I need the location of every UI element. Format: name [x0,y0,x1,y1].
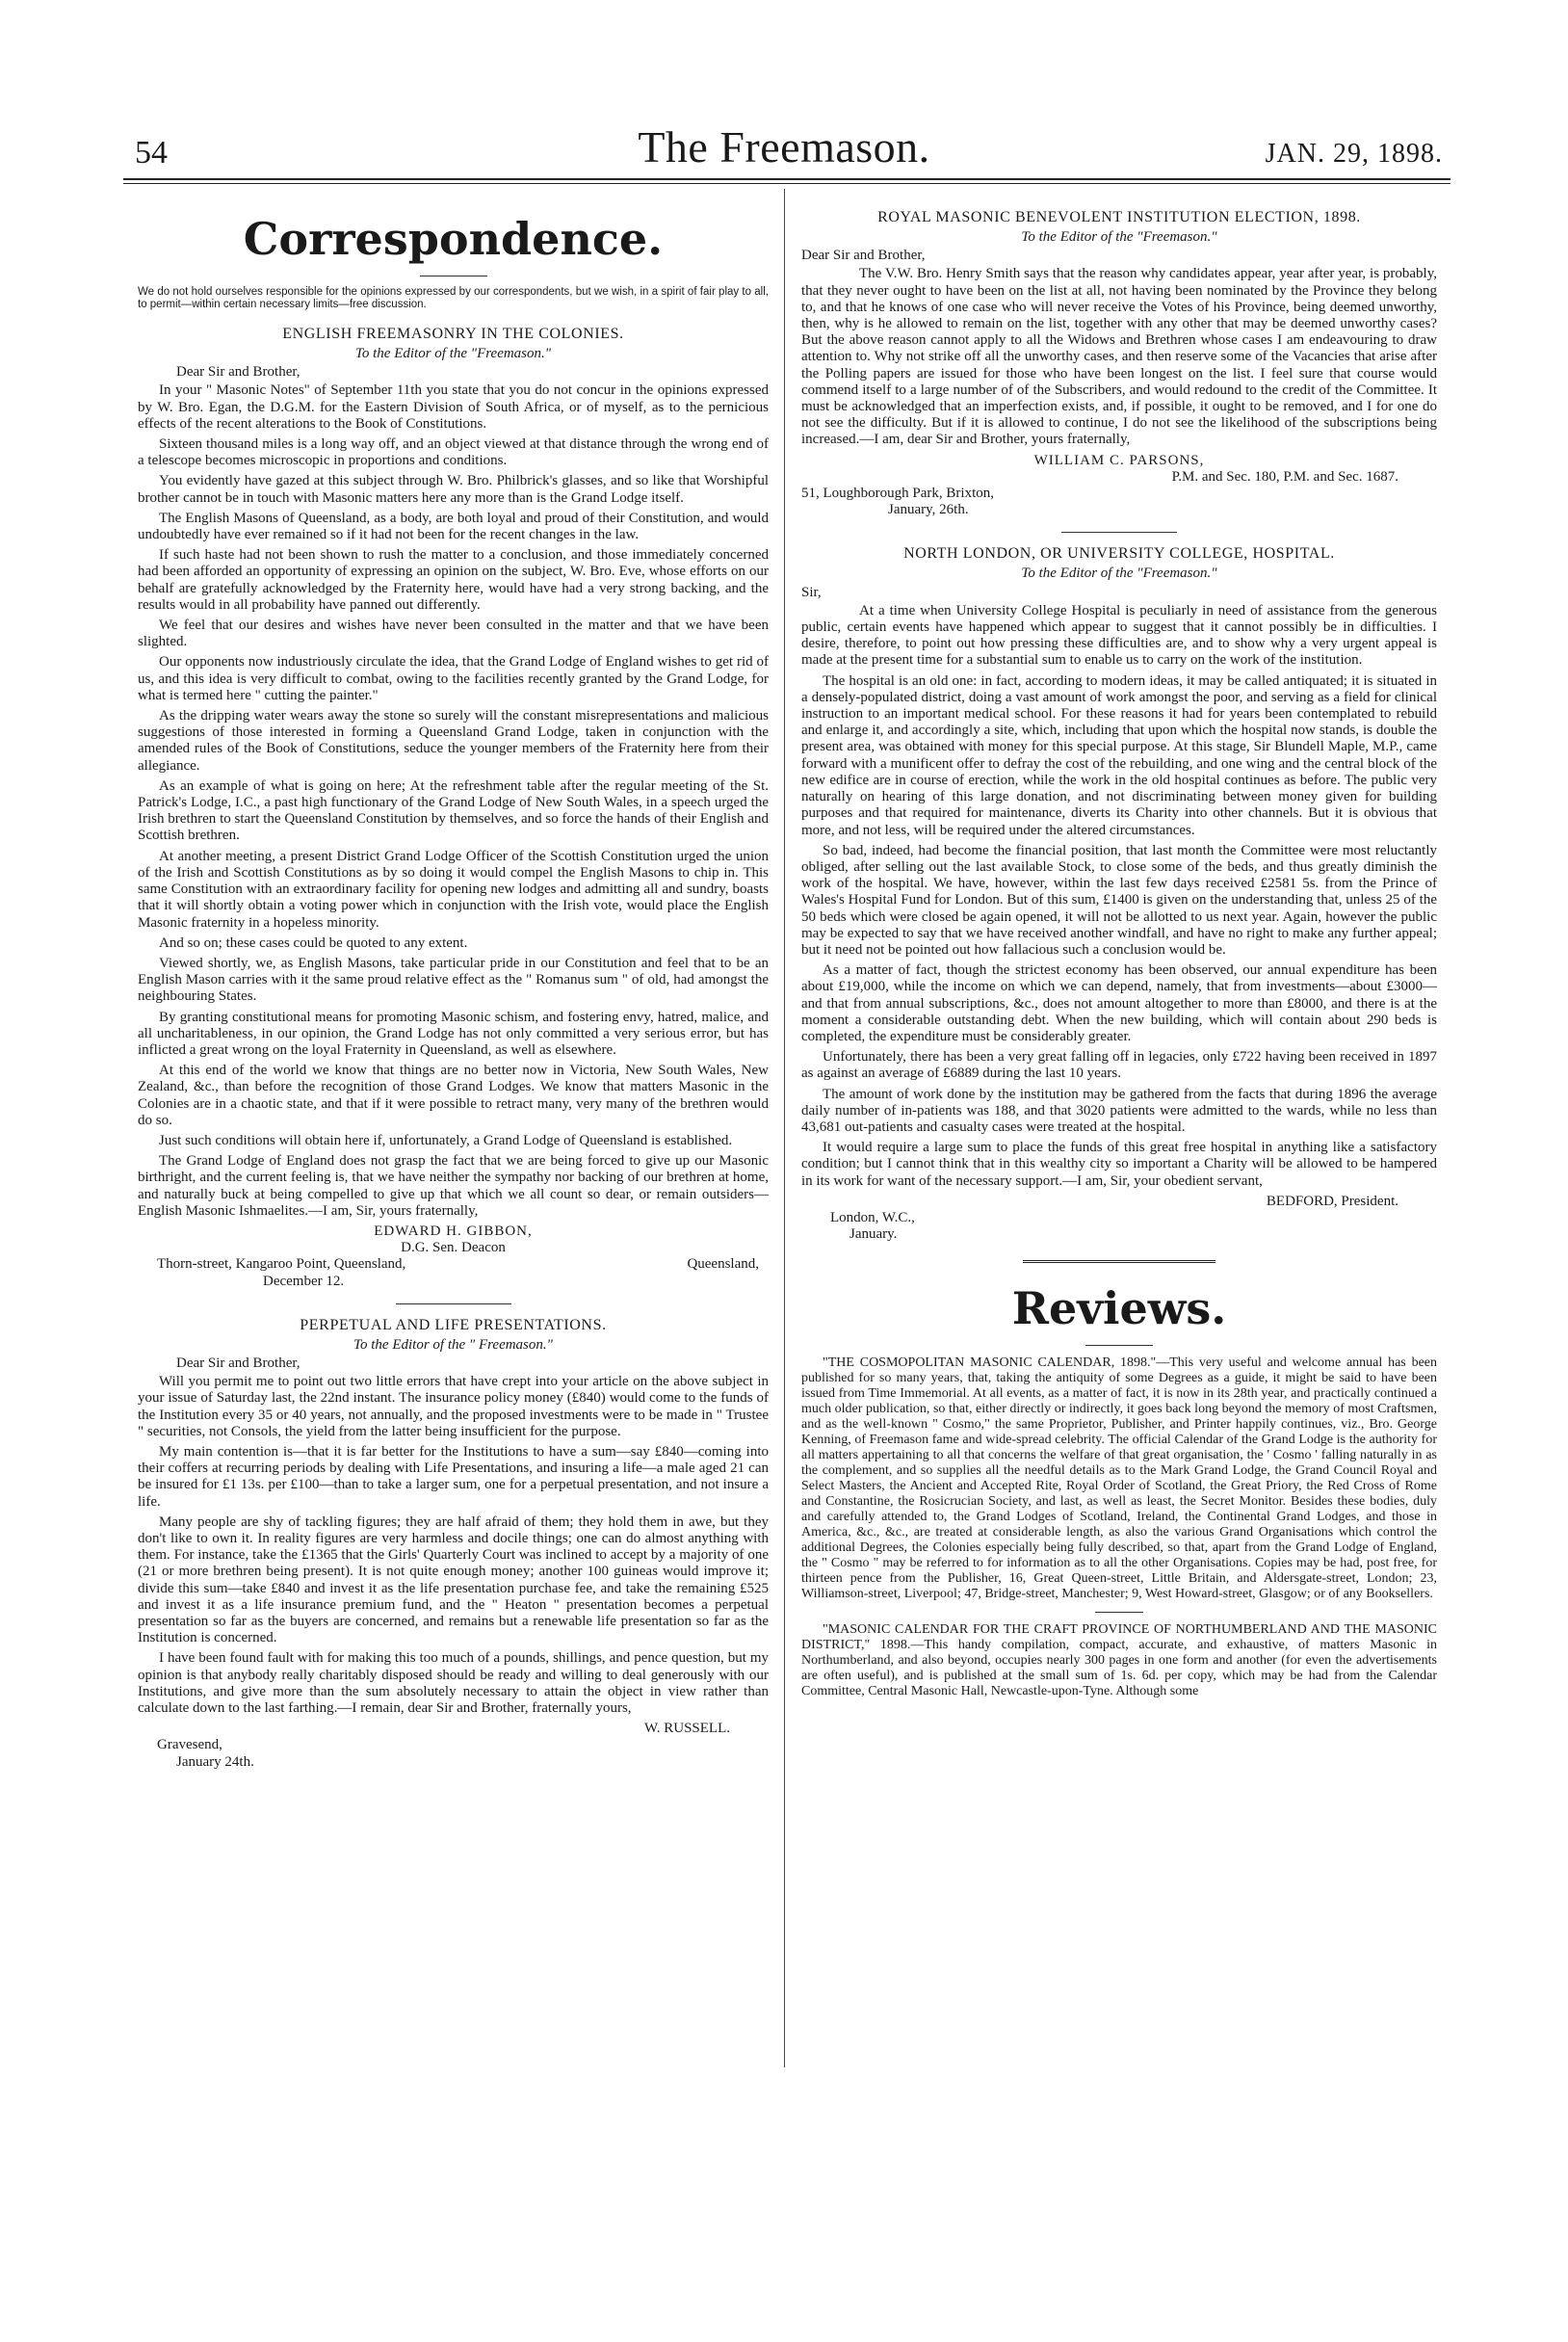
paragraph: In your " Masonic Notes" of September 11th you state that you do not concur in the opinions expressed by W. Bro. Egan, the D.G.M. for the Eastern Division of South Africa, or of myself, as to the pernicious effects of the recent alterations to the Book of Constitutions. [138,382,769,432]
column-divider [784,189,785,2067]
paragraph: If such haste had not been shown to rush the matter to a conclusion, and those immediately concerned had been afforded an opportunity of expressing an opinion on the subject, W. Bro. Eve, whose efforts on our behalf are gratefully acknowledged by the Fraternity here, would have had a very strong backing, and the results would in all probability have panned out differently. [138,547,769,613]
letter-hospital [801,544,1437,1243]
paragraph: As an example of what is going on here; At the refreshment table after the regular meeting of the St. Patrick's Lodge, I.C., a past high functionary of the Grand Lodge of New South Wales, in a speech urged the Irish brethren to start the Queensland Constitution by themselves, and so force the hands of their English and Scottish brethren. [138,777,769,844]
masthead-title: The Freemason. [638,122,930,171]
paragraph: The English Masons of Queensland, as a body, are both loyal and proud of their Constitution, and would undoubtedly have ever remained so if it had not been for the recent changes in the law. [138,510,769,543]
signature-name: W. RUSSELL. [643,1721,730,1737]
paragraph: At another meeting, a present District Grand Lodge Officer of the Scottish Constitution urged the union of the Irish and Scottish Constitutions as by so doing it would compel the English Masons to chip in. This same Constitution with an extraordinary facility for opening new lodges and admitting all and sundry, boasts that it will shortly obtain a voting power which in conjunction with the Irish vote, would place the English Masonic fraternity in a hopeless minority. [138,848,769,931]
editor-line: To the Editor of the "Freemason." [354,346,552,361]
article-title: ENGLISH FREEMASONRY IN THE COLONIES. [282,326,624,342]
paragraph: Sixteen thousand miles is a long way off, and an object viewed at that distance through the wrong end of a telescope becomes microscopic in proportions and conditions. [138,436,769,469]
paragraph: At a time when University College Hospital is peculiarly in need of assistance from the generous public, certain events have happened which appear to suggest that it cannot possibly be in difficulties. I desire, therefore, to point out how pressing these difficulties are, and to show why a very urgent appeal is made at the present time for a substantial sum to enable us to carry on the work of the institution. [801,602,1437,669]
letter-benevolent [801,208,1437,518]
letter-date: January. [849,1226,898,1243]
paragraph: The amount of work done by the institution may be gathered from the facts that during 1896 the average daily number of in-patients was 188, and that 3020 patients were admitted to the wards, while no less than 43,681 out-patients and casualty cases were treated at the hospital. [801,1086,1437,1135]
paragraph: Viewed shortly, we, as English Masons, take particular pride in our Constitution and feel that to be an English Mason carries with it the same proud relative effect as the " Romanus sum " of old, had amongst the neighbouring States. [138,955,769,1005]
paragraph: I have been found fault with for making this too much of a pounds, shillings, and pence question, but my opinion is that anybody really charitably disposed should be ready and willing to deal generously with our Institutions, and give more than the sum absolutely necessary to attain the object in view rather than calculate down to the last farthing.—I remain, dear Sir and Brother, fraternally yours, [138,1650,769,1717]
signature-title: P.M. and Sec. 180, P.M. and Sec. 1687. [1171,468,1398,485]
header-rule [123,178,1450,180]
letter-colonies [138,325,769,1290]
paragraph: Will you permit me to point out two little errors that have crept into your article on the above subject in your issue of Saturday last, the 22nd instant. The insurance policy money (£840) would come to the funds of the Institution every 35 or 40 years, not annually, and the proposed investments were to be made in " Trustee " securities, not Consols, the yield from the latter being insufficient for the purpose. [138,1374,769,1439]
address-right: Queensland, [687,1256,759,1273]
review-paragraph: "THE COSMOPOLITAN MASONIC CALENDAR, 1898."—This very useful and welcome annual has been published for so many years, that, taking the antiquity of some Degrees as a guide, it might be said to have been issued from Time Immemorial. At all events, as a matter of fact, it is now in its 28th year, and practically continued a much older publication, so that, either directly or indirectly, it goes back long beyond the memory of most Craftsmen, and as the well-known " Cosmo," the same Proprietor, Publisher, and Printer happily continues, viz., Bro. George Kenning, of Freemason fame and wide-spread celebrity. The official Calendar of the Grand Lodge is the authority for all matters appertaining to all that concerns the welfare of that great organisation, the ' Cosmo ' falling naturally in as the complement, and so supplies all the needful details as to the Mark Grand Lodge, the Grand Council Royal and Select Masters, the Ancient and Accepted Rite, Royal Order of Scotland, the Great Priory, the Red Cross of Rome and Constantine, the Rosicrucian Society, and last, as well as least, the Secret Monitor. Besides these bodies, duly and carefully attended to, the Grand Lodges of Scotland, Ireland, the Continental Grand Lodges, and those in America, &c., &c., are treated at considerable length, as also the various Grand Organisations which control the additional Degrees, the Colonies especially being fully described, so that, apart from the Grand Lodge of England, the " Cosmo " may be referred to for information as to all the other Organisations. Copies may be had, post free, for thirteen pence from the Publisher, 16, Great Queen-street, Little Britain, and Aldersgate-street, London; 23, Williamson-street, Liverpool; 47, Bridge-street, Manchester; 9, West Howard-street, Glasgow; or of any Booksellers. [801,1355,1437,1602]
signature-name: WILLIAM C. PARSONS, [1033,452,1205,468]
article-rule [396,1303,511,1304]
editor-line: To the Editor of the "Freemason." [1021,566,1217,582]
left-column [138,195,769,1771]
letter-address: 51, Loughborough Park, Brixton, [801,486,994,502]
article-title: PERPETUAL AND LIFE PRESENTATIONS. [300,1316,607,1333]
letter-date: January 24th. [176,1753,254,1770]
paragraph: The V.W. Bro. Henry Smith says that the reason why candidates appear, year after year, is probably, that they never ought to have been on the list at all, not having been nominated by the Province they belong to, and that he knows of one case who will never receive the Votes of his Province, being deemed unworthy, then, why is he allowed to remain on the list, together with any other that may be deemed unworthy cases? But the above reason cannot apply to all the Widows and Brethren whose cases I am endeavouring to draw attention to. Why not strike off all the unworthy cases, and then reserve some of the Vacancies that arise after the Polling papers are issued for those who have been longest on the list. I feel sure that course would commend itself to a large number of of the Subscribers, and would redound to the credit of the Committee. It must be acknowledged that an imperfection exists, and, if possible, it ought to be removed, and I for one do not see the difficulty. But if it is allowed to continue, I do not see the likelihood of the subscriptions being increased.—I am, dear Sir and Brother, yours fraternally, [801,266,1437,448]
editor-line: To the Editor of the " Freemason." [353,1336,553,1353]
letter-date: January, 26th. [888,502,969,518]
article-rule [1061,532,1177,533]
letter-place: London, W.C., [830,1209,915,1225]
issue-date: JAN. 29, 1898. [1265,139,1443,169]
paragraph: So bad, indeed, had become the financial position, that last month the Committee were most reluctantly obliged, after selling out the last available Stock, to close some of the beds, and thus greatly diminish the work of the hospital. We have, however, within the last few days received £2581 5s. from the Prince of Wales's Hospital Fund for London. But of this sum, £1400 is given on the understanding that, unless 25 of the 50 beds which were closed be again opened, it will not be allotted to us next year. Again, however the public may be expected to say that we have received another windfall, and have no right to make any further appeal; but it need not be pointed out how fallacious such a conclusion would be. [801,842,1437,958]
review-rule [1095,1612,1143,1613]
paragraph: The hospital is an old one: in fact, according to modern ideas, it may be called antiquated; it is situated in a densely-populated district, doing a vast amount of work amongst the poor, and serving as a field for clinical instruction to an important medical school. For these reasons it had for years been contemplated to rebuild and enlarge it, and accordingly a site, which, including that upon which the hospital now stands, is double the present area, was obtained with money for this special purpose. At this stage, Sir Blundell Maple, M.P., came forward with a munificent offer to defray the cost of the rebuilding, and one wing and the central block of the new edifice are in course of erection, while the work in the old hospital continues as before. The public very naturally on hearing of this large donation, and not discriminating between money given for building purposes and that required for maintenance, diverts its Charity into other channels. But it is obvious that more, and not less, will be required under the altered circumstances. [801,672,1437,838]
paragraph: As a matter of fact, though the strictest economy has been observed, our annual expenditure has been about £19,000, while the income on which we can depend, namely, that from investments—about £3000—and that from annual subscriptions, &c., does not amount altogether to more than £8000, and there is at the moment a considerable outstanding debt. When the new building, which will contain about 290 beds is completed, the expenditure must be considerably greater. [801,962,1437,1044]
paragraph: By granting constitutional means for promoting Masonic schism, and fostering envy, hatred, malice, and all uncharitableness, in our opinion, the Grand Lodge has not only committed a very serious error, but has inflicted a great wrong on the loyal Fraternity in Queensland, as well as elsewhere. [138,1009,769,1058]
section-double-rule [1023,1260,1215,1264]
review-paragraph: "MASONIC CALENDAR FOR THE CRAFT PROVINCE OF NORTHUMBERLAND AND THE MASONIC DISTRICT," 1898.—This handy compilation, compact, accurate, and exhaustive, of matters Masonic in Northumberland, and also beyond, occupies nearly 300 pages in one form and another (for even the advertisements are often useful), and is published at the small sum of 1s. 6d. per copy, which may be had from the Calendar Committee, Central Masonic Hall, Newcastle-upon-Tyne. Although some [801,1622,1437,1699]
address-line [138,1256,769,1273]
paragraph: Our opponents now industriously circulate the idea, that the Grand Lodge of England wishes to get rid of us, and this idea is very difficult to combat, owing to the facilities recently granted by the Grand Lodge, for what is termed here " cutting the painter." [138,654,769,703]
paragraph: Unfortunately, there has been a very great falling off in legacies, only £722 having been received in 1897 as against an average of £6889 during the last 10 years. [801,1049,1437,1082]
paragraph: The Grand Lodge of England does not grasp the fact that we are being forced to give up our Masonic birthright, and the current feeling is, that we have neither the sympathy nor backing of our brethren at home, and naturally buck at being compelled to give up that which we all count so dear, or remain outsiders—English Masonic Ishmaelites.—I am, Sir, yours fraternally, [138,1153,769,1219]
paragraph: At this end of the world we know that things are no better now in Victoria, New South Wales, New Zealand, &c., than before the recognition of those Grand Lodges. We know that matters Masonic in the Colonies are in a chaotic state, and that if it were possible to retract many, very many of the brethren would do so. [138,1063,769,1128]
page-number: 54 [135,135,168,171]
header-rule-secondary [123,183,1450,184]
signature-name: EDWARD H. GIBBON, [374,1223,533,1239]
signature-title: D.G. Sen. Deacon [401,1240,506,1256]
reviews-heading: Reviews. [1011,1282,1227,1335]
paragraph: It would require a large sum to place the funds of this great free hospital in anything like a satisfactory condition; but I cannot think that in this wealthy city so important a Charity will be allowed to be hampered in its work for want of the necessary support.—I am, Sir, your obedient servant, [801,1140,1437,1189]
greeting: Dear Sir and Brother, [176,364,301,381]
letter-place: Gravesend, [157,1737,222,1753]
paragraph: Many people are shy of tackling figures; they are half afraid of them; they hold them in awe, but they don't like to own it. In reality figures are very harmless and docile things; one can do almost anything with them. For instance, take the £1365 that the Girls' Quarterly Court was inclined to accept by a majority of one (21 or more brethren being present). It is not quite enough money; another 100 guineas would improve it; divide this sum—take £840 and invest it as the life presentation purchase fee, and take the remaining £525 and invest it as a life insurance premium fund, and the " Heaton " presentation becomes a perpetual presentation so far as the buyers are concerned, and remains but a renewable life presentation so far as the Institution is concerned. [138,1513,769,1646]
article-title: NORTH LONDON, OR UNIVERSITY COLLEGE, HOSPITAL. [903,545,1335,563]
greeting: Dear Sir and Brother, [176,1355,301,1371]
right-column [801,195,1437,1703]
paragraph: My main contention is—that it is far better for the Institutions to have a sum—say £840—coming into their coffers at recurring periods by dealing with Life Presentations, and insuring a life—a male aged 21 can be insured for £1 13s. per £100—than to take a larger sum, one for a perpetual presentation, and not insure a life. [138,1443,769,1510]
correspondence-heading: Correspondence. [243,213,664,265]
paragraph: You evidently have gazed at this subject through W. Bro. Philbrick's glasses, and so like that Worshipful brother cannot be in touch with Masonic matters here any more than is the Grand Lodge itself. [138,473,769,506]
paragraph: As the dripping water wears away the stone so surely will the constant misrepresentations and malicious suggestions of those interested in forming a Queensland Grand Lodge, taken in conjunction with the amended rules of the Book of Constitutions, seduce the younger members of the Fraternity here from their allegiance. [138,708,769,774]
section-rule [1085,1345,1153,1346]
letter-date: December 12. [263,1273,345,1289]
paragraph: And so on; these cases could be quoted to any extent. [159,934,468,951]
signature-name: BEDFORD, President. [1266,1193,1398,1209]
article-title: ROYAL MASONIC BENEVOLENT INSTITUTION ELECTION, 1898. [877,209,1361,225]
correspondence-disclaimer: We do not hold ourselves responsible for the opinions expressed by our correspondents, but we wish, in a spirit of fair play to all, to permit—within certain necessary limits—free discussion. [138,286,769,310]
editor-line: To the Editor of the "Freemason." [1021,229,1217,245]
reviews-section [801,1283,1437,1699]
paragraph: We feel that our desires and wishes have never been consulted in the matter and that we have been slighted. [138,618,769,650]
letter-presentations [138,1316,769,1771]
paragraph: Just such conditions will obtain here if, unfortunately, a Grand Lodge of Queensland is established. [159,1132,733,1148]
greeting: Sir, [801,584,822,600]
address-left: Thorn-street, Kangaroo Point, Queensland, [157,1256,406,1273]
greeting: Dear Sir and Brother, [801,248,926,264]
